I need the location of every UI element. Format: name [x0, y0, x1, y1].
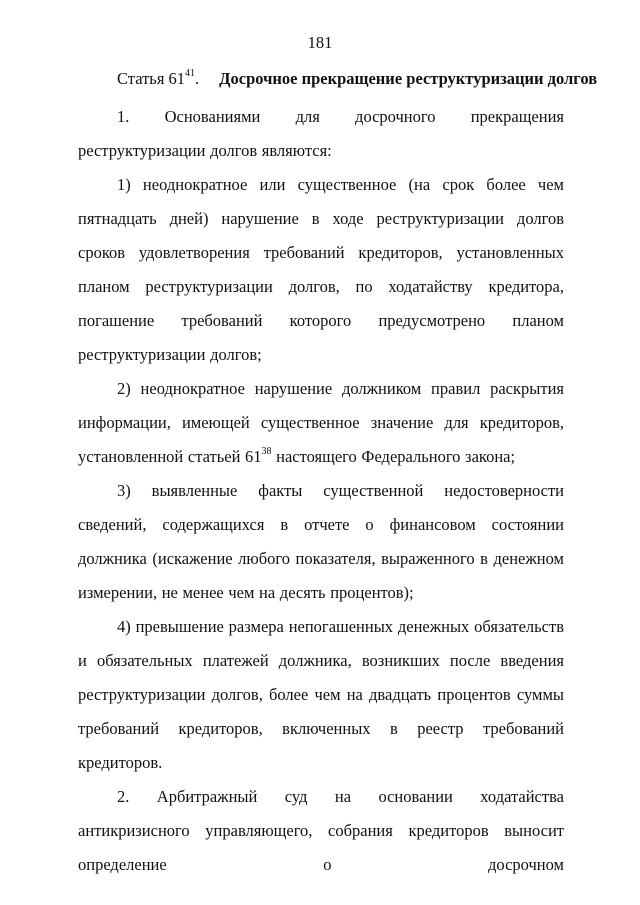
article-label-suffix: .: [195, 69, 200, 88]
paragraph-item-2: [78, 372, 564, 474]
paragraph-item-4: 4) превышение размера непогашенных денежных обязательств и обязательных платежей должника, возникших после введения реструктуризации долгов, более чем на двадцать процентов суммы требований кредиторов, включенных в реестр требований кредиторов.: [78, 617, 564, 772]
article-heading: [117, 69, 597, 89]
page-number: 181: [307, 33, 333, 52]
article-label-superscript: 41: [185, 68, 196, 79]
article-title: Досрочное прекращение реструктуризации долгов: [219, 69, 598, 88]
article-label: [117, 69, 199, 88]
paragraph-item-2-superscript: 38: [261, 446, 272, 457]
paragraph-item-1: 1) неоднократное или существенное (на срок более чем пятнадцать дней) нарушение в ходе реструктуризации долгов сроков удовлетворения требований кредиторов, установленных планом реструктуризации долгов, по ходатайству кредитора, погашение требований которого предусмотрено планом реструктуризации долгов;: [78, 175, 564, 364]
article-label-prefix: Статья 61: [117, 69, 186, 88]
paragraph-item-2-text-after: настоящего Федерального закона;: [271, 447, 516, 466]
paragraph-1: 1. Основаниями для досрочного прекращения реструктуризации долгов являются:: [78, 107, 564, 160]
article-body: [78, 100, 564, 882]
paragraph-item-3: 3) выявленные факты существенной недостоверности сведений, содержащихся в отчете о финансовом состоянии должника (искажение любого показателя, выраженного в денежном измерении, не менее чем на десять процентов);: [78, 481, 564, 602]
paragraph-2: 2. Арбитражный суд на основании ходатайства антикризисного управляющего, собрания кредиторов выносит определение о досрочном: [78, 787, 564, 874]
paragraph-item-2-text: 2) неоднократное нарушение должником правил раскрытия информации, имеющей существенное значение для кредиторов, установленной статьей 61: [78, 379, 564, 466]
